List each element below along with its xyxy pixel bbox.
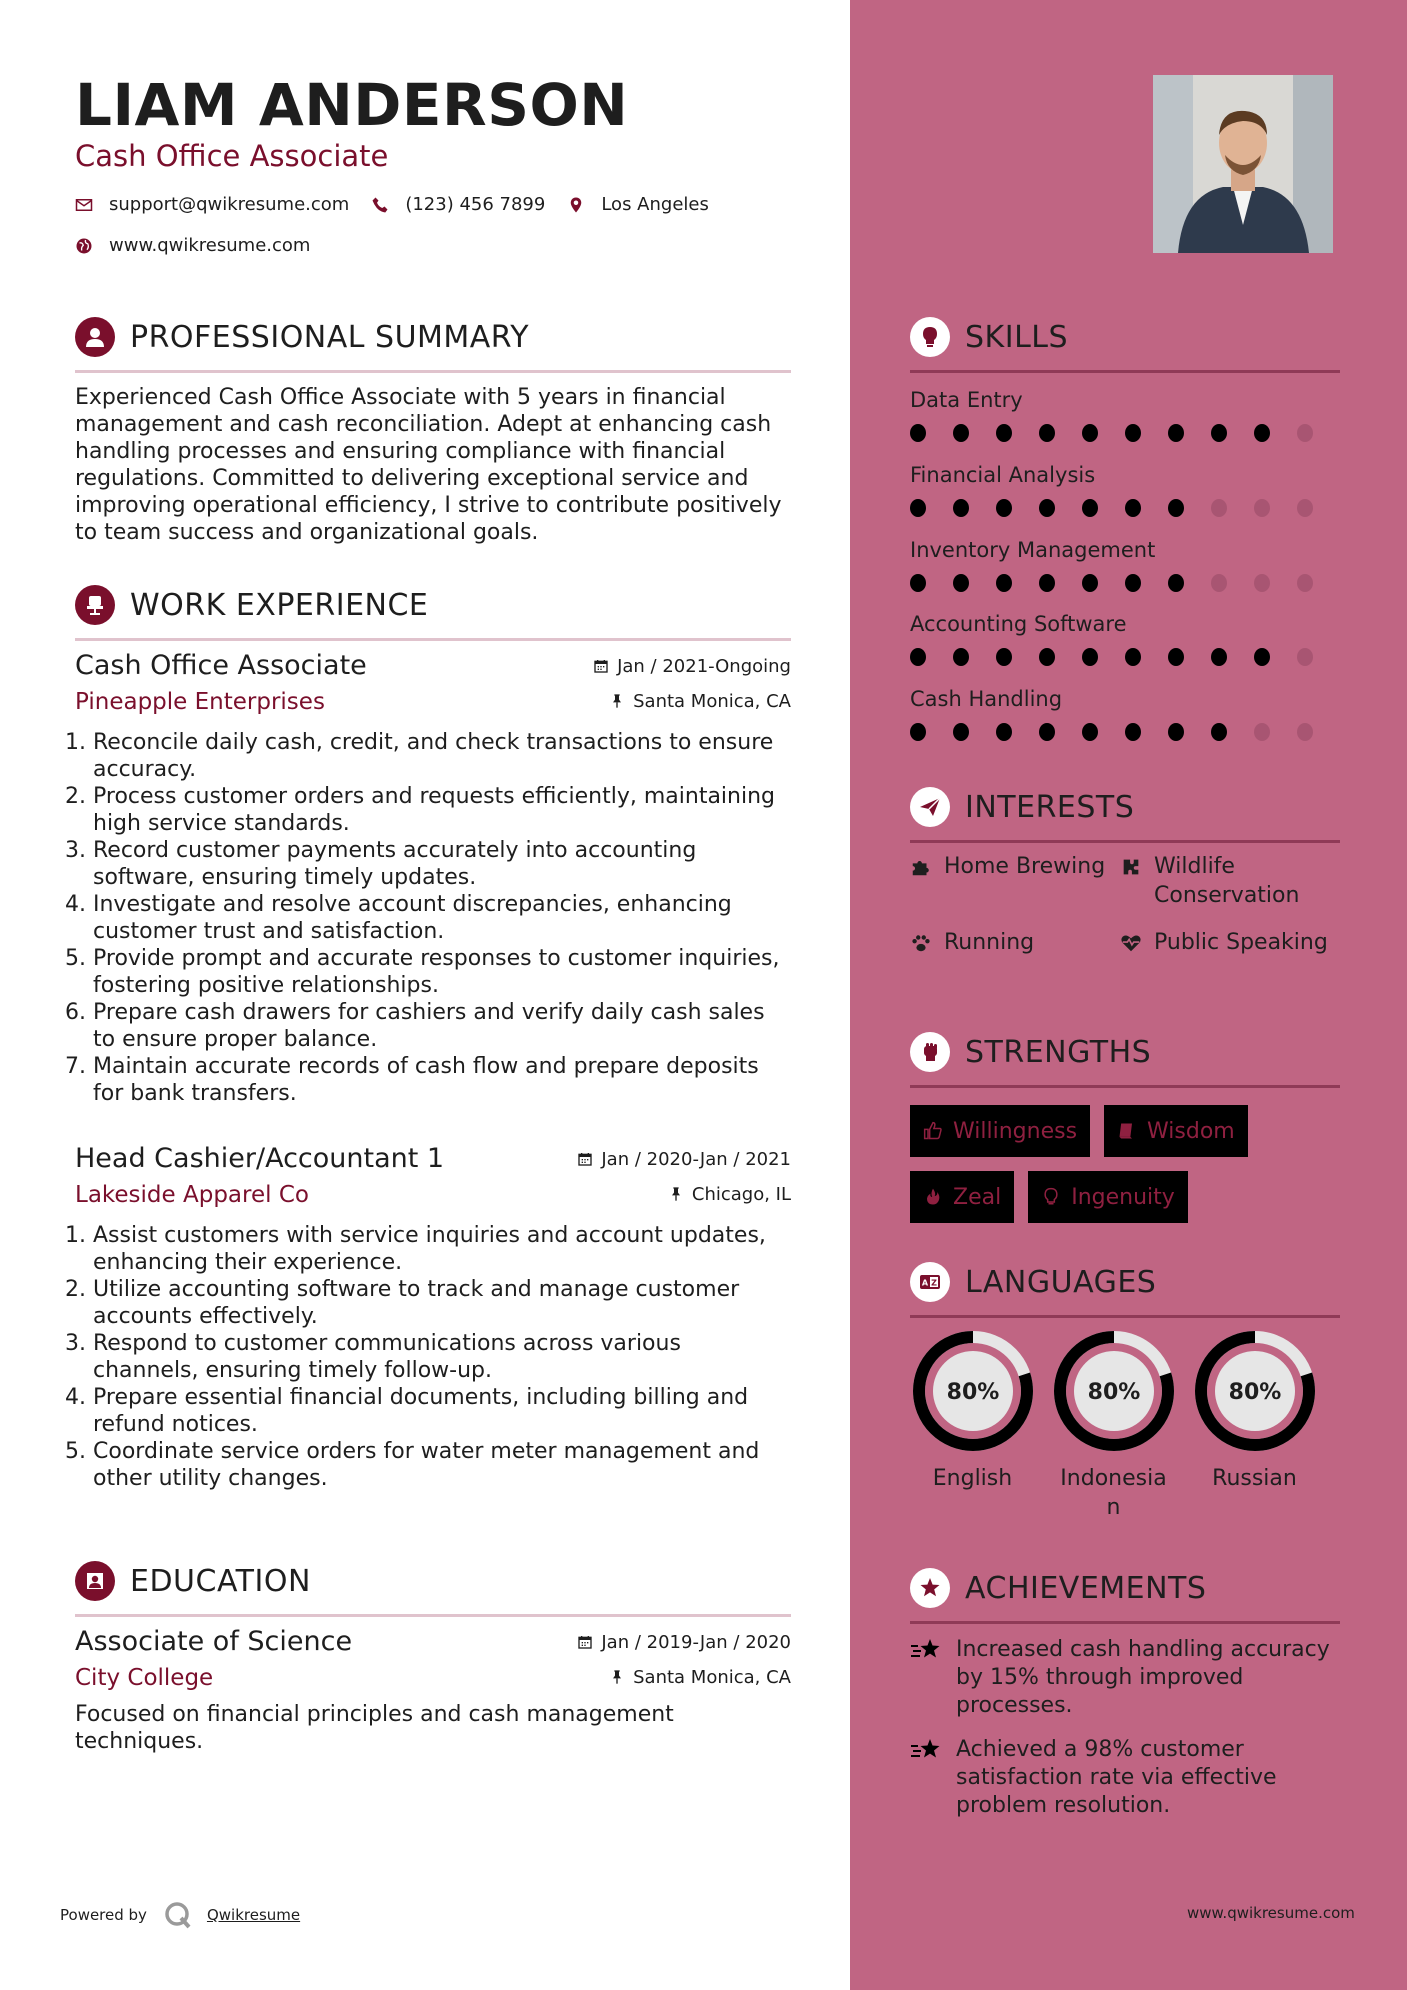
pushpin-icon (668, 1186, 684, 1202)
contact-row-website (75, 235, 332, 256)
section-divider (75, 370, 791, 373)
rating-dot (1254, 574, 1270, 592)
pushpin-icon (609, 693, 625, 709)
strength-badge (1028, 1171, 1188, 1223)
paper-plane-icon (910, 787, 950, 827)
rating-dot (1297, 424, 1313, 442)
rating-dot (953, 648, 969, 666)
skill-name: Financial Analysis (910, 463, 1096, 487)
rating-dot (996, 424, 1012, 442)
summary-title: PROFESSIONAL SUMMARY (130, 319, 530, 355)
fist-icon (910, 1032, 950, 1072)
job-company: Pineapple Enterprises (75, 689, 325, 715)
achievement-item (910, 1636, 1340, 1720)
rating-dot (1039, 424, 1055, 442)
job-bullets (75, 1222, 791, 1492)
strength-label: Ingenuity (1071, 1184, 1175, 1210)
achievements-heading (910, 1565, 1340, 1624)
language-item (910, 1330, 1035, 1522)
job-title: Cash Office Associate (75, 650, 367, 681)
job-title: Head Cashier/Accountant 1 (75, 1143, 445, 1174)
rating-dot (1082, 424, 1098, 442)
skills-heading (910, 314, 1340, 373)
job-company: Lakeside Apparel Co (75, 1182, 309, 1208)
interest-label: Public Speaking (1154, 930, 1328, 955)
section-divider (910, 1085, 1340, 1088)
rating-dot (910, 424, 926, 442)
calendar-icon (577, 1151, 593, 1167)
language-item (1192, 1330, 1317, 1522)
rating-dot (953, 499, 969, 517)
achievement-text: Increased cash handling accuracy by 15% through improved processes. (956, 1637, 1330, 1718)
rating-dot (1297, 499, 1313, 517)
gauge-percent: 80% (1228, 1380, 1281, 1405)
svg-text:A: A (921, 1278, 929, 1288)
skill-name: Inventory Management (910, 538, 1156, 562)
bullet-item: 4. Prepare essential financial documents, including billing and refund notices. (93, 1384, 791, 1438)
interest-item (910, 928, 1120, 957)
language-item (1051, 1330, 1176, 1522)
education-school: City College (75, 1665, 214, 1691)
education-title: EDUCATION (130, 1563, 311, 1599)
achievement-text: Achieved a 98% customer satisfaction rate via effective problem resolution. (956, 1737, 1277, 1818)
calendar-icon (577, 1634, 593, 1650)
rating-dot (1297, 723, 1313, 741)
globe-icon (75, 237, 93, 255)
svg-text:Z: Z (931, 1278, 937, 1288)
skill-item (910, 685, 1340, 741)
interests-title: INTERESTS (965, 789, 1135, 825)
lightbulb-icon (1041, 1187, 1061, 1207)
rating-dot (996, 499, 1012, 517)
sidebar-column (850, 0, 1407, 1990)
rating-dot (1082, 499, 1098, 517)
education-heading (75, 1558, 791, 1617)
language-icon (910, 1262, 950, 1302)
interests-heading (910, 784, 1340, 843)
rating-dot (996, 574, 1012, 592)
fire-icon (923, 1187, 943, 1207)
email-text: support@qwikresume.com (109, 194, 350, 215)
rating-dot (1254, 424, 1270, 442)
skill-item (910, 461, 1340, 517)
rating-dot (1211, 499, 1227, 517)
strengths-title: STRENGTHS (965, 1034, 1152, 1070)
powered-by-label: Powered by (60, 1906, 147, 1924)
contact-location (567, 194, 709, 215)
footer-website[interactable]: www.qwikresume.com (1187, 1904, 1355, 1922)
language-gauge (912, 1330, 1034, 1452)
skill-item (910, 536, 1340, 592)
pushpin-icon (609, 1669, 625, 1685)
rating-dot (996, 648, 1012, 666)
book-icon (1117, 1121, 1137, 1141)
rating-dot (910, 499, 926, 517)
interest-label: Home Brewing (944, 854, 1106, 879)
rating-dot (1211, 648, 1227, 666)
experience-title: WORK EXPERIENCE (130, 587, 429, 623)
rating-dot (1211, 723, 1227, 741)
job-dates (593, 656, 791, 677)
rating-dot (1211, 574, 1227, 592)
education-description: Focused on financial principles and cash management techniques. (75, 1702, 674, 1754)
bullet-item: 2. Process customer orders and requests efficiently, maintaining high service standards. (93, 783, 791, 837)
languages-heading (910, 1259, 1340, 1318)
rating-dot (1254, 723, 1270, 741)
experience-heading (75, 582, 791, 641)
rating-dot (910, 574, 926, 592)
shooting-star-icon (910, 1736, 944, 1764)
education-location-text: Santa Monica, CA (633, 1666, 791, 1688)
rating-dot (1297, 648, 1313, 666)
rating-dot (1125, 648, 1141, 666)
strength-badge (910, 1105, 1090, 1157)
skill-name: Data Entry (910, 388, 1023, 412)
envelope-icon (75, 196, 93, 214)
strengths-list (910, 1105, 1350, 1237)
bullet-item: 1. Reconcile daily cash, credit, and check transactions to ensure accuracy. (93, 729, 791, 783)
lightbulb-head-icon (910, 317, 950, 357)
rating-dot (1082, 723, 1098, 741)
job-entry (75, 1143, 791, 1492)
contact-website[interactable] (75, 235, 310, 256)
bullet-item: 5. Provide prompt and accurate responses to customer inquiries, fostering positive relationships. (93, 945, 791, 999)
bullet-item: 5. Coordinate service orders for water meter management and other utility changes. (93, 1438, 791, 1492)
qwikresume-link[interactable]: Qwikresume (206, 1906, 301, 1924)
rating-dot (1168, 723, 1184, 741)
user-icon (75, 317, 115, 357)
powered-by-footer (60, 1900, 300, 1930)
strength-badge (1104, 1105, 1248, 1157)
interest-item (910, 852, 1120, 910)
strength-label: Willingness (953, 1118, 1078, 1144)
rating-dot (953, 574, 969, 592)
rating-dot (1125, 499, 1141, 517)
skill-name: Cash Handling (910, 687, 1063, 711)
strengths-heading (910, 1029, 1340, 1088)
skills-title: SKILLS (965, 319, 1069, 355)
rating-dot (1039, 648, 1055, 666)
job-dates-text: Jan / 2020-Jan / 2021 (601, 1148, 791, 1170)
location-text: Los Angeles (601, 194, 709, 215)
language-name: English (932, 1466, 1013, 1491)
calendar-icon (593, 658, 609, 674)
candidate-title: Cash Office Associate (75, 139, 389, 173)
contact-email[interactable] (75, 194, 349, 215)
office-chair-icon (75, 585, 115, 625)
section-divider (910, 1315, 1340, 1318)
rating-dot (1297, 574, 1313, 592)
skill-rating (910, 723, 1340, 741)
job-dates (577, 1149, 791, 1170)
rating-dot (1168, 424, 1184, 442)
rating-dot (1039, 499, 1055, 517)
website-text: www.qwikresume.com (109, 235, 311, 256)
skill-name: Accounting Software (910, 612, 1127, 636)
gauge-percent: 80% (1087, 1380, 1140, 1405)
rating-dot (1125, 574, 1141, 592)
skill-rating (910, 424, 1340, 442)
section-divider (75, 638, 791, 641)
language-gauge (1194, 1330, 1316, 1452)
interests-list (910, 852, 1350, 957)
paw-icon (910, 932, 932, 954)
rating-dot (1125, 723, 1141, 741)
rating-dot (1254, 648, 1270, 666)
summary-heading (75, 314, 791, 373)
strength-label: Wisdom (1147, 1118, 1235, 1144)
rating-dot (1082, 648, 1098, 666)
education-dates (577, 1632, 791, 1653)
rating-dot (1039, 723, 1055, 741)
rating-dot (910, 648, 926, 666)
education-location (609, 1667, 791, 1688)
rating-dot (953, 424, 969, 442)
section-divider (910, 840, 1340, 843)
bullet-item: 2. Utilize accounting software to track and manage customer accounts effectively. (93, 1276, 791, 1330)
qwikresume-logo-icon (163, 1900, 193, 1930)
shooting-star-icon (910, 1636, 944, 1664)
job-location-text: Santa Monica, CA (633, 690, 791, 712)
profile-photo (1153, 75, 1333, 253)
bullet-item: 6. Prepare cash drawers for cashiers and verify daily cash sales to ensure proper balance. (93, 999, 791, 1053)
rating-dot (996, 723, 1012, 741)
languages-list (910, 1330, 1350, 1522)
rating-dot (1125, 424, 1141, 442)
puzzle-piece-icon (1120, 856, 1142, 878)
graduate-icon (75, 1561, 115, 1601)
achievement-item (910, 1736, 1340, 1820)
language-gauge (1053, 1330, 1175, 1452)
map-marker-icon (567, 196, 585, 214)
rating-dot (1211, 424, 1227, 442)
skill-rating (910, 648, 1340, 666)
interest-item (1120, 852, 1330, 910)
education-dates-text: Jan / 2019-Jan / 2020 (601, 1631, 791, 1653)
section-divider (910, 1621, 1340, 1624)
bullet-item: 1. Assist customers with service inquiries and account updates, enhancing their experience. (93, 1222, 791, 1276)
job-location (668, 1184, 791, 1205)
phone-icon (371, 196, 389, 214)
job-location (609, 691, 791, 712)
puzzle-icon (910, 856, 932, 878)
job-entry (75, 650, 791, 1107)
rating-dot (1168, 574, 1184, 592)
phone-text: (123) 456 7899 (405, 194, 546, 215)
section-divider (910, 370, 1340, 373)
heartbeat-icon (1120, 932, 1142, 954)
rating-dot (1254, 499, 1270, 517)
interest-label: Running (944, 930, 1035, 955)
thumbs-up-icon (923, 1121, 943, 1141)
achievements-list (910, 1636, 1340, 1836)
bullet-item: 3. Respond to customer communications across various channels, ensuring timely follow-up. (93, 1330, 791, 1384)
rating-dot (1168, 648, 1184, 666)
bullet-item: 3. Record customer payments accurately into accounting software, ensuring timely updates. (93, 837, 791, 891)
skill-item (910, 386, 1340, 442)
language-name: Indonesian (1060, 1466, 1167, 1520)
rating-dot (1168, 499, 1184, 517)
star-badge-icon (910, 1568, 950, 1608)
interest-item (1120, 928, 1330, 957)
summary-text: Experienced Cash Office Associate with 5 years in financial management and cash reconciliation. Adept at enhancing cash handling processes and ensuring compliance with financial regulations. Committed to delivering exceptional service and improving operational efficiency, I strive to contribute positively to team success and organizational goals. (75, 385, 782, 545)
job-bullets (75, 729, 791, 1107)
contact-row (75, 194, 731, 215)
rating-dot (910, 723, 926, 741)
rating-dot (1082, 574, 1098, 592)
education-entry (75, 1626, 791, 1755)
language-name: Russian (1212, 1466, 1297, 1491)
skill-rating (910, 574, 1340, 592)
contact-phone[interactable] (371, 194, 545, 215)
candidate-name: LIAM ANDERSON (75, 71, 629, 139)
gauge-percent: 80% (946, 1380, 999, 1405)
job-location-text: Chicago, IL (691, 1183, 791, 1205)
strength-label: Zeal (953, 1184, 1002, 1210)
languages-title: LANGUAGES (965, 1264, 1157, 1300)
skill-item (910, 610, 1340, 666)
achievements-title: ACHIEVEMENTS (965, 1570, 1207, 1606)
bullet-item: 4. Investigate and resolve account discrepancies, enhancing customer trust and satisfaction. (93, 891, 791, 945)
section-divider (75, 1614, 791, 1617)
bullet-item: 7. Maintain accurate records of cash flow and prepare deposits for bank transfers. (93, 1053, 791, 1107)
skill-rating (910, 499, 1340, 517)
education-degree: Associate of Science (75, 1626, 353, 1657)
rating-dot (1039, 574, 1055, 592)
job-dates-text: Jan / 2021-Ongoing (617, 655, 791, 677)
rating-dot (953, 723, 969, 741)
strength-badge (910, 1171, 1014, 1223)
interest-label: Wildlife Conservation (1154, 854, 1300, 908)
